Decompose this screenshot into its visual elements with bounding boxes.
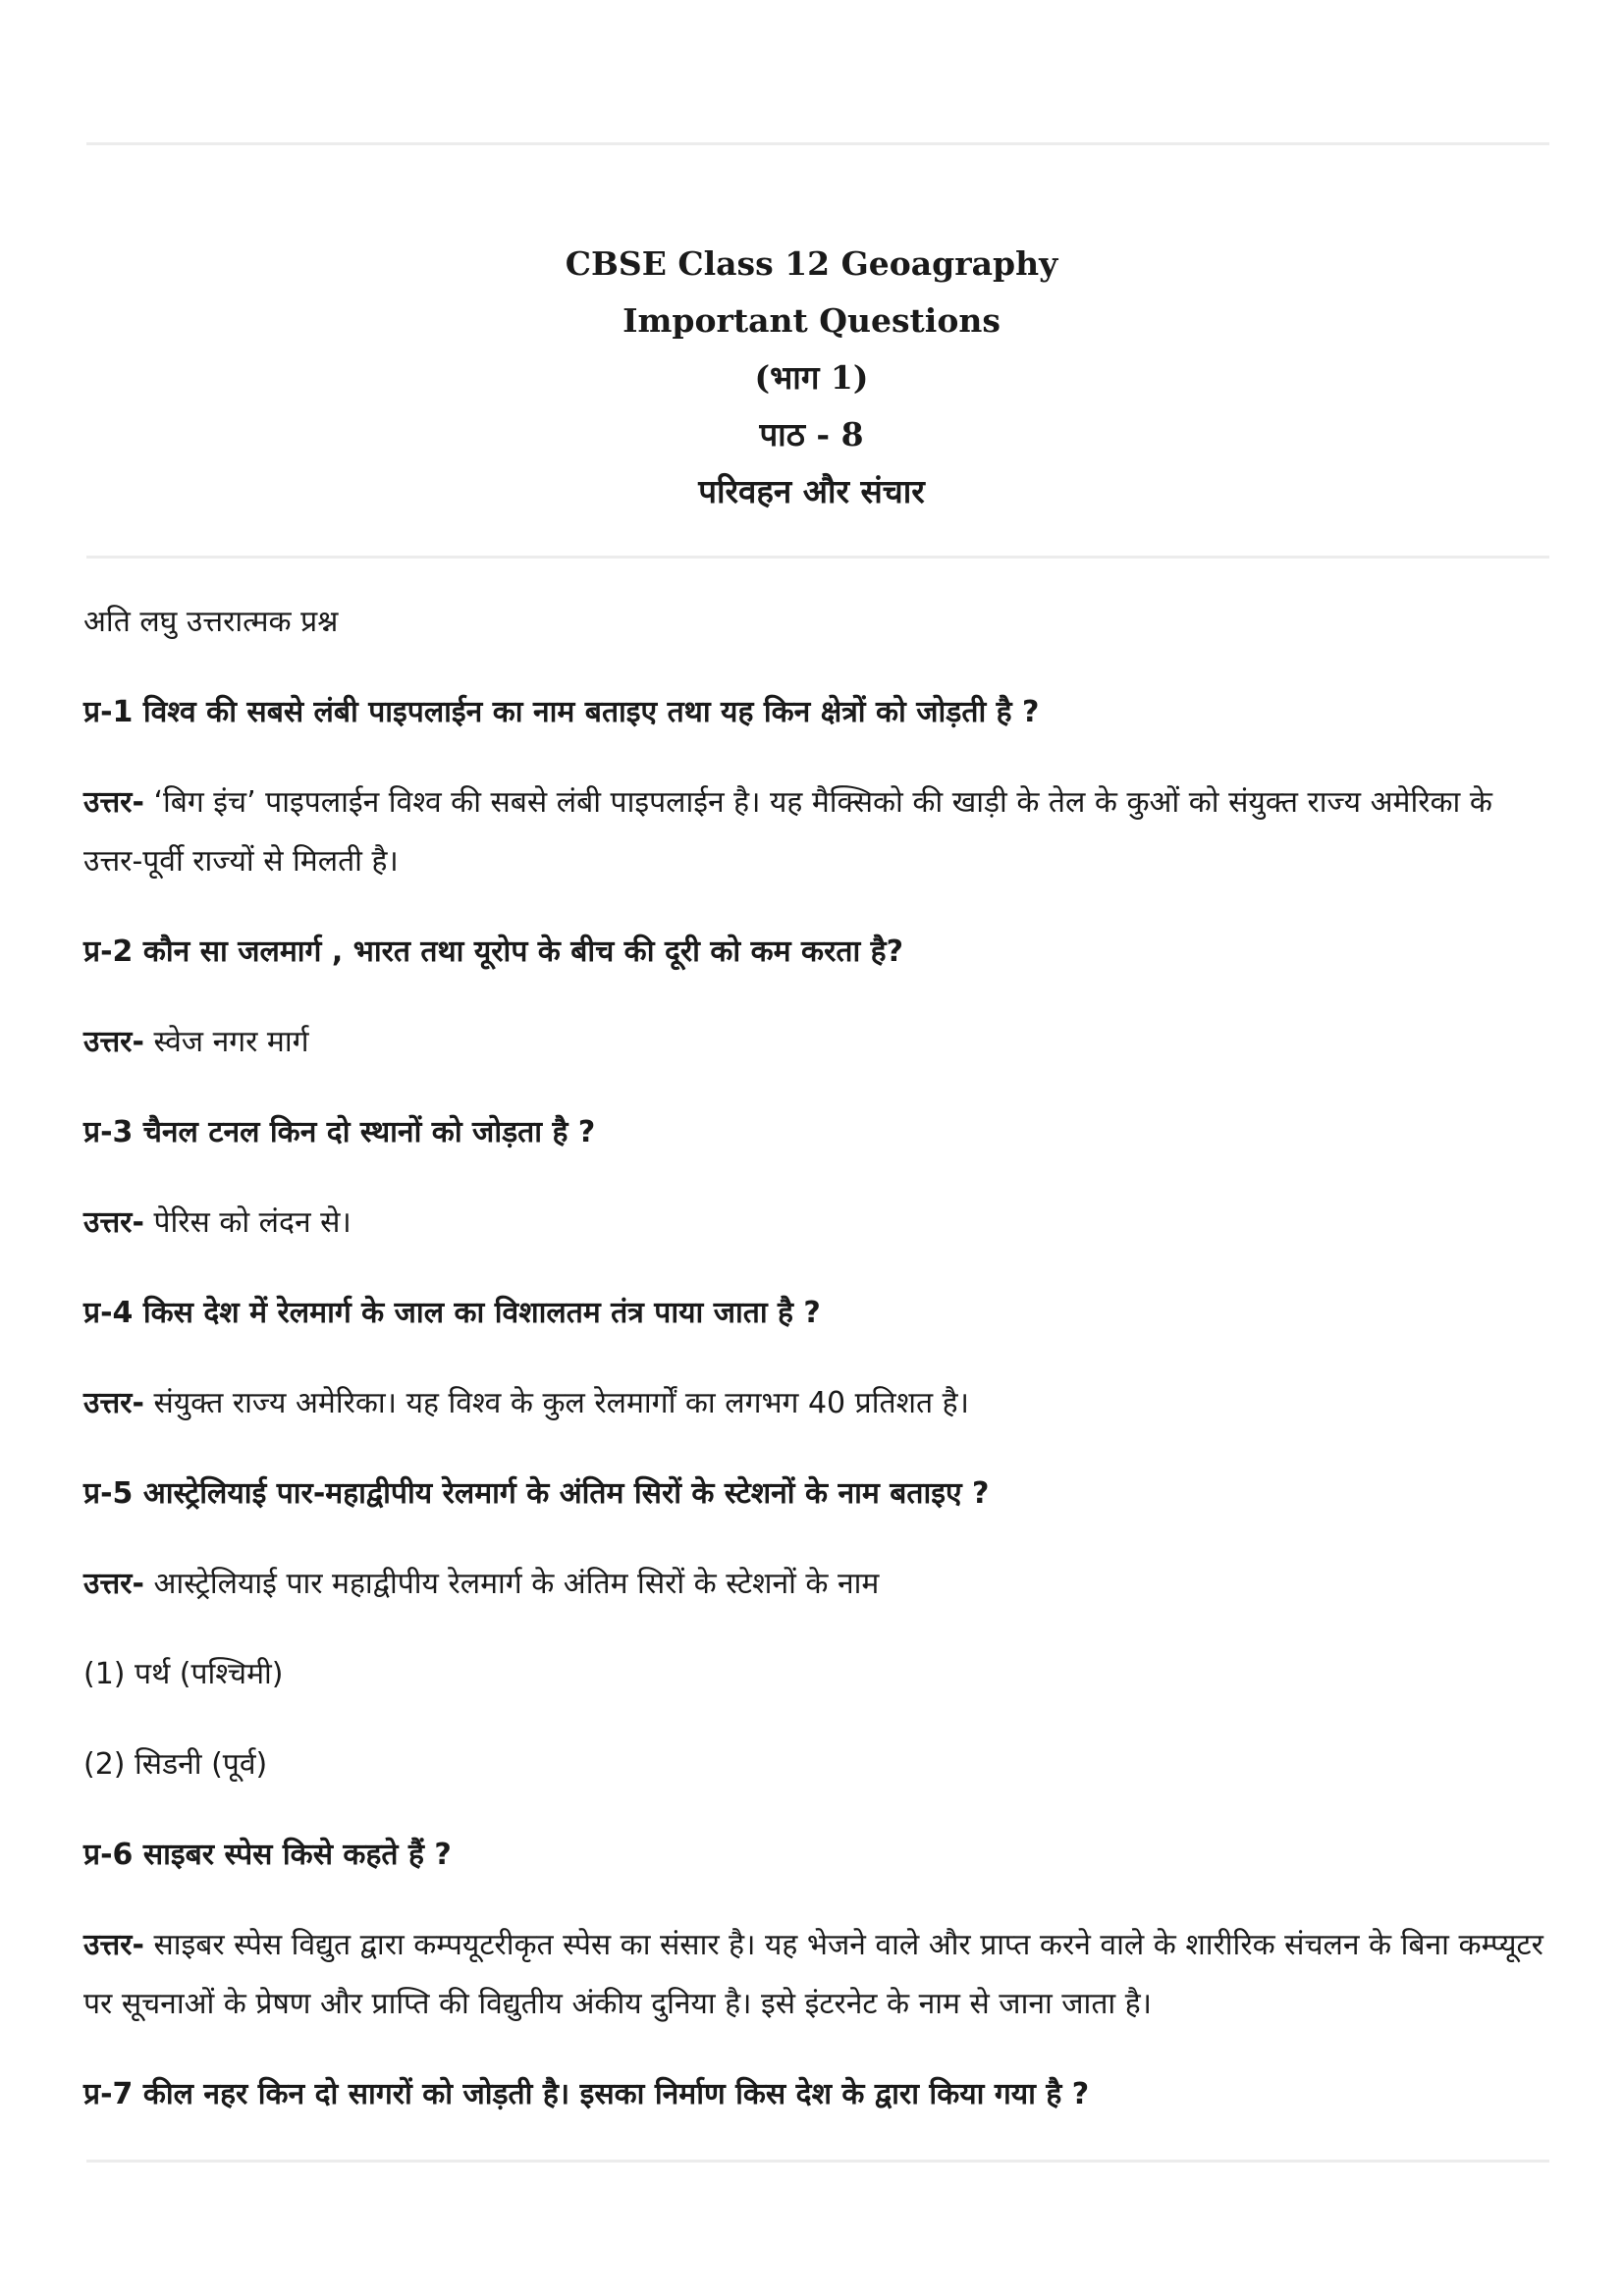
document-subtitle: Important Questions [622, 301, 1001, 340]
answer-3 [83, 1194, 1546, 1253]
answer-label: उत्तर- [83, 1025, 144, 1059]
answer-text: स्वेज नगर मार्ग [143, 1025, 309, 1059]
part-label: (भाग 1) [754, 358, 869, 397]
answer-text: ‘बिग इंच’ पाइपलाईन विश्व की सबसे लंबी पाइपलाईन है। यह मैक्सिको की खाड़ी के तेल के कुओं को संयुक्त राज्य अमेरिका के उत्तर-पूर्वी राज्यों से मिलती है। [83, 785, 1492, 879]
question-1: प्र-1 विश्व की सबसे लंबी पाइपलाईन का नाम बताइए तथा यह किन क्षेत्रों को जोड़ती है ? [83, 695, 1040, 729]
answer-label: उत्तर- [83, 1205, 144, 1240]
answer-text: आस्ट्रेलियाई पार महाद्वीपीय रेलमार्ग के अंतिम सिरों के स्टेशनों के नाम [143, 1567, 880, 1601]
chapter-number: पाठ - 8 [759, 415, 864, 454]
question-6: प्र-6 साइबर स्पेस किसे कहते हैं ? [83, 1838, 452, 1872]
answer-label: उत्तर- [83, 1567, 144, 1601]
answer-text: साइबर स्पेस विद्युत द्वारा कम्पयूटरीकृत स्पेस का संसार है। यह भेजने वाले और प्राप्त करने वाले के शारीरिक संचलन के बिना कम्प्यूटर पर सूचनाओं के प्रेषण और प्राप्ति की विद्युतीय अंकीय दुनिया है। इसे इंटरनेट के नाम से जाना जाता है। [83, 1928, 1543, 2021]
answer-4 [83, 1374, 1546, 1433]
top-divider [86, 142, 1549, 145]
answer-2 [83, 1013, 1546, 1072]
question-4: प्र-4 किस देश में रेलमार्ग के जाल का विशालतम तंत्र पाया जाता है ? [83, 1296, 821, 1330]
answer-label: उत्तर- [83, 1386, 144, 1420]
title-divider [86, 556, 1549, 559]
document-title: CBSE Class 12 Geoagraphy [565, 244, 1058, 283]
question-3: प्र-3 चैनल टनल किन दो स्थानों को जोड़ता है ? [83, 1115, 596, 1149]
section-heading: अति लघु उत्तरात्मक प्रश्न [83, 605, 339, 639]
document-title-block [0, 236, 1623, 520]
answer-5 [83, 1555, 1546, 1614]
question-2: प्र-2 कौन सा जलमार्ग , भारत तथा यूरोप के बीच की दूरी को कम करता है? [83, 934, 903, 969]
answer-6 [83, 1916, 1546, 2034]
question-5: प्र-5 आस्ट्रेलियाई पार-महाद्वीपीय रेलमार्ग के अंतिम सिरों के स्टेशनों के नाम बताइए ? [83, 1476, 990, 1511]
bottom-divider [86, 2160, 1549, 2163]
answer-5-list-item-2: (2) सिडनी (पूर्व) [83, 1747, 268, 1782]
question-answer-list [83, 593, 1546, 2156]
answer-1 [83, 774, 1546, 891]
answer-label: उत्तर- [83, 1928, 144, 1962]
chapter-name: परिवहन और संचार [698, 472, 925, 510]
answer-text: संयुक्त राज्य अमेरिका। यह विश्व के कुल रेलमार्गों का लगभग 40 प्रतिशत है। [143, 1386, 969, 1420]
answer-label: उत्तर- [83, 785, 144, 820]
answer-5-list-item-1: (1) पर्थ (पश्चिमी) [83, 1657, 284, 1691]
question-7: प्र-7 कील नहर किन दो सागरों को जोड़ती है। इसका निर्माण किस देश के द्वारा किया गया है ? [83, 2077, 1090, 2111]
answer-text: पेरिस को लंदन से। [143, 1205, 352, 1240]
